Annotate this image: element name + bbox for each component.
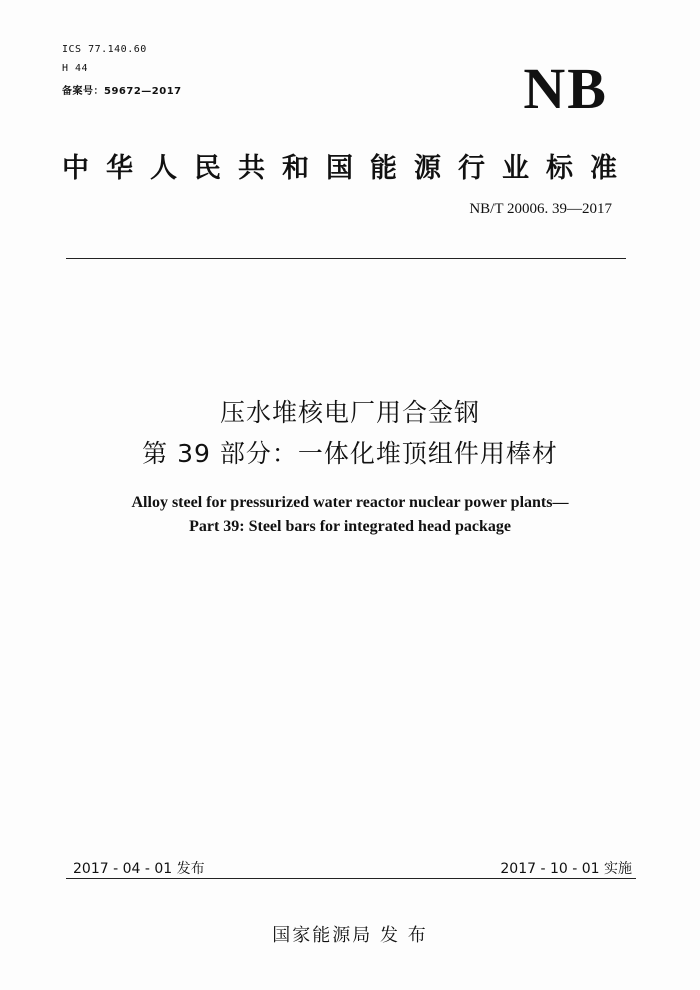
standard-number: NB/T 20006. 39—2017 (469, 201, 612, 217)
title-en-line1: Alloy steel for pressurized water reactor nuclear power plants— (131, 494, 569, 511)
classification-code: H 44 (62, 63, 89, 74)
implementation-date: 2017 - 10 - 01 实施 (500, 861, 632, 877)
top-divider (66, 258, 626, 259)
record-number: 备案号：59672—2017 (62, 86, 182, 97)
issue-date: 2017 - 04 - 01 发布 (73, 861, 205, 877)
title-cn-line2: 第 39 部分：一体化堆顶组件用棒材 (142, 439, 558, 468)
industry-standard-heading: 中华人民共和国能源行业标准 (62, 153, 634, 184)
title-en-line2: Part 39: Steel bars for integrated head package (189, 518, 511, 535)
issuing-authority: 国家能源局 发 布 (272, 925, 428, 946)
title-cn-line1: 压水堆核电厂用合金钢 (219, 398, 480, 427)
nb-logo: NB (523, 56, 608, 121)
bottom-divider (66, 878, 636, 879)
ics-code: ICS 77.140.60 (62, 44, 147, 55)
